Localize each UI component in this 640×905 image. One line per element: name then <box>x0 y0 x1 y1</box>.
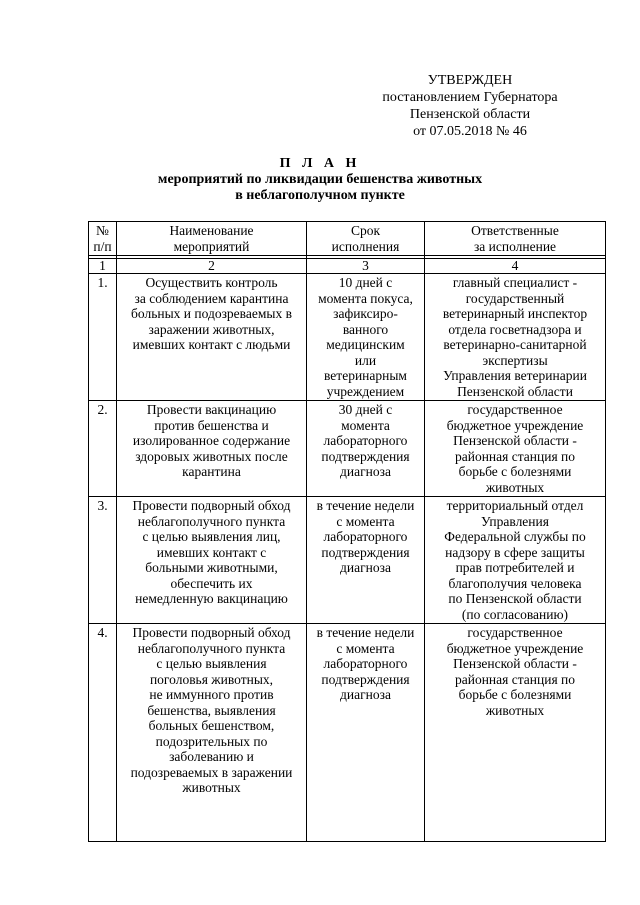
row-responsible: главный специалист - государственный ветеринарный инспектор отдела госветнадзора и ветеринарно-санитарной экспертизы Управления ветеринарии Пензенской области <box>425 274 606 401</box>
header-number <box>89 222 117 256</box>
plan-heading: П Л А Н <box>279 156 361 171</box>
approval-decree: постановлением Губернатора <box>382 90 558 105</box>
row-number: 2. <box>89 401 117 497</box>
plan-title <box>0 156 640 204</box>
header-text: Срок исполнения <box>331 223 400 254</box>
row-term: в течение недели с момента лабораторного подтверждения диагноза <box>307 624 425 842</box>
column-number: 1 <box>89 259 117 274</box>
column-number: 3 <box>307 259 425 274</box>
column-number: 2 <box>117 259 307 274</box>
header-text: Ответственные за исполнение <box>471 223 559 254</box>
table-row <box>89 274 606 401</box>
header-text: № п/п <box>93 223 112 254</box>
header-responsible <box>425 222 606 256</box>
row-term: 30 дней с момента лабораторного подтверждения диагноза <box>307 401 425 497</box>
column-number: 4 <box>425 259 606 274</box>
row-action: Провести подворный обход неблагополучного пункта с целью выявления поголовья животных, не иммунного против бешенства, выявления больных бешенством, подозрительных по заболеванию и подозреваемых в заражении животных <box>117 624 307 842</box>
table-row <box>89 497 606 624</box>
row-number: 3. <box>89 497 117 624</box>
approval-date: от 07.05.2018 № 46 <box>413 124 527 139</box>
header-term <box>307 222 425 256</box>
header-action <box>117 222 307 256</box>
table-row <box>89 624 606 842</box>
approval-region: Пензенской области <box>409 107 531 122</box>
approval-heading: УТВЕРЖДЕН <box>427 73 513 88</box>
row-number: 1. <box>89 274 117 401</box>
row-responsible: государственное бюджетное учреждение Пензенской области - районная станция по борьбе с болезнями животных <box>425 401 606 497</box>
header-text: Наименование мероприятий <box>169 223 254 254</box>
plan-subtitle-2: в неблагополучном пункте <box>235 188 405 203</box>
row-responsible: государственное бюджетное учреждение Пензенской области - районная станция по борьбе с болезнями животных <box>425 624 606 842</box>
row-responsible: территориальный отдел Управления Федеральной службы по надзору в сфере защиты прав потребителей и благополучия человека по Пензенской области (по согласованию) <box>425 497 606 624</box>
plan-subtitle: мероприятий по ликвидации бешенства животных <box>157 172 483 187</box>
column-number-row <box>89 259 606 274</box>
row-action: Провести вакцинацию против бешенства и изолированное содержание здоровых животных после карантина <box>117 401 307 497</box>
row-number: 4. <box>89 624 117 842</box>
table-header-row <box>89 222 606 256</box>
approval-block <box>330 72 610 140</box>
table-row <box>89 401 606 497</box>
row-term: 10 дней с момента покуса, зафиксиро- ванного медицинским или ветеринарным учреждением <box>307 274 425 401</box>
row-term: в течение недели с момента лабораторного подтверждения диагноза <box>307 497 425 624</box>
plan-table <box>88 221 606 842</box>
row-action: Провести подворный обход неблагополучного пункта с целью выявления лиц, имевших контакт с больными животными, обеспечить их немедленную вакцинацию <box>117 497 307 624</box>
row-action: Осуществить контроль за соблюдением карантина больных и подозреваемых в заражении животных, имевших контакт с людьми <box>117 274 307 401</box>
